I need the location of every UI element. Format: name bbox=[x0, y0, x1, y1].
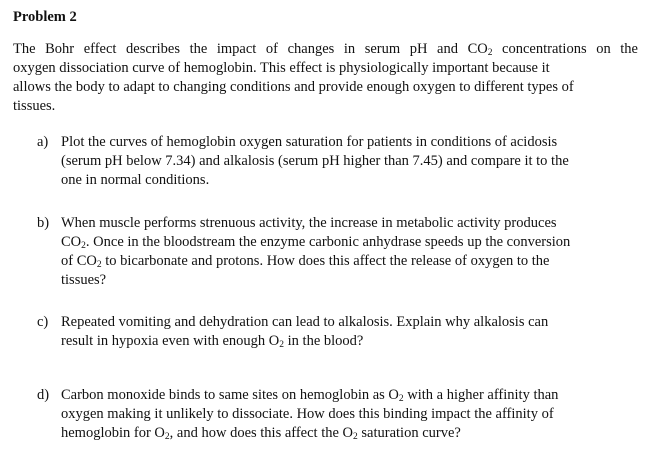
intro-line: allows the body to adapt to changing conditions and provide enough oxygen to different types of bbox=[13, 79, 574, 95]
question-text: Repeated vomiting and dehydration can lead to alkalosis. Explain why alkalosis can result in hypoxia even with enough $O_2$ in the blood? bbox=[61, 314, 549, 350]
intro-line: oxygen dissociation curve of hemoglobin. This effect is physiologically important because it bbox=[13, 60, 550, 76]
question-text: Carbon monoxide binds to same sites on hemoglobin as $O_2$ with a higher affinity than oxygen making it unlikely to dissociate. How does this binding impact the affinity of hemoglobin for $O_2$, and how does this affect the $O_2$ saturation curve? bbox=[61, 387, 559, 442]
intro-paragraph bbox=[13, 40, 638, 116]
question-letter: a) bbox=[37, 134, 49, 150]
question-text: Plot the curves of hemoglobin oxygen saturation for patients in conditions of acidosis (serum pH below 7.34) and alkalosis (serum pH higher than 7.45) and compare it to the one in normal conditions. bbox=[61, 134, 569, 188]
intro-line: tissues. bbox=[13, 98, 56, 114]
question-letter: c) bbox=[37, 314, 49, 330]
question-letter: b) bbox=[37, 215, 50, 231]
question-letter: d) bbox=[37, 387, 50, 403]
question-text: When muscle performs strenuous activity, the increase in metabolic activity produces $CO_2$. Once in the bloodstream the enzyme carbonic anhydrase speeds up the conversion of $CO_2$ to bicarbonate and protons. How does this affect the release of oxygen to the tissues? bbox=[61, 215, 571, 288]
problem-title: Problem 2 bbox=[13, 9, 77, 25]
intro-line: The Bohr effect describes the impact of changes in serum pH and $CO_2$ concentrations on the bbox=[13, 41, 638, 58]
